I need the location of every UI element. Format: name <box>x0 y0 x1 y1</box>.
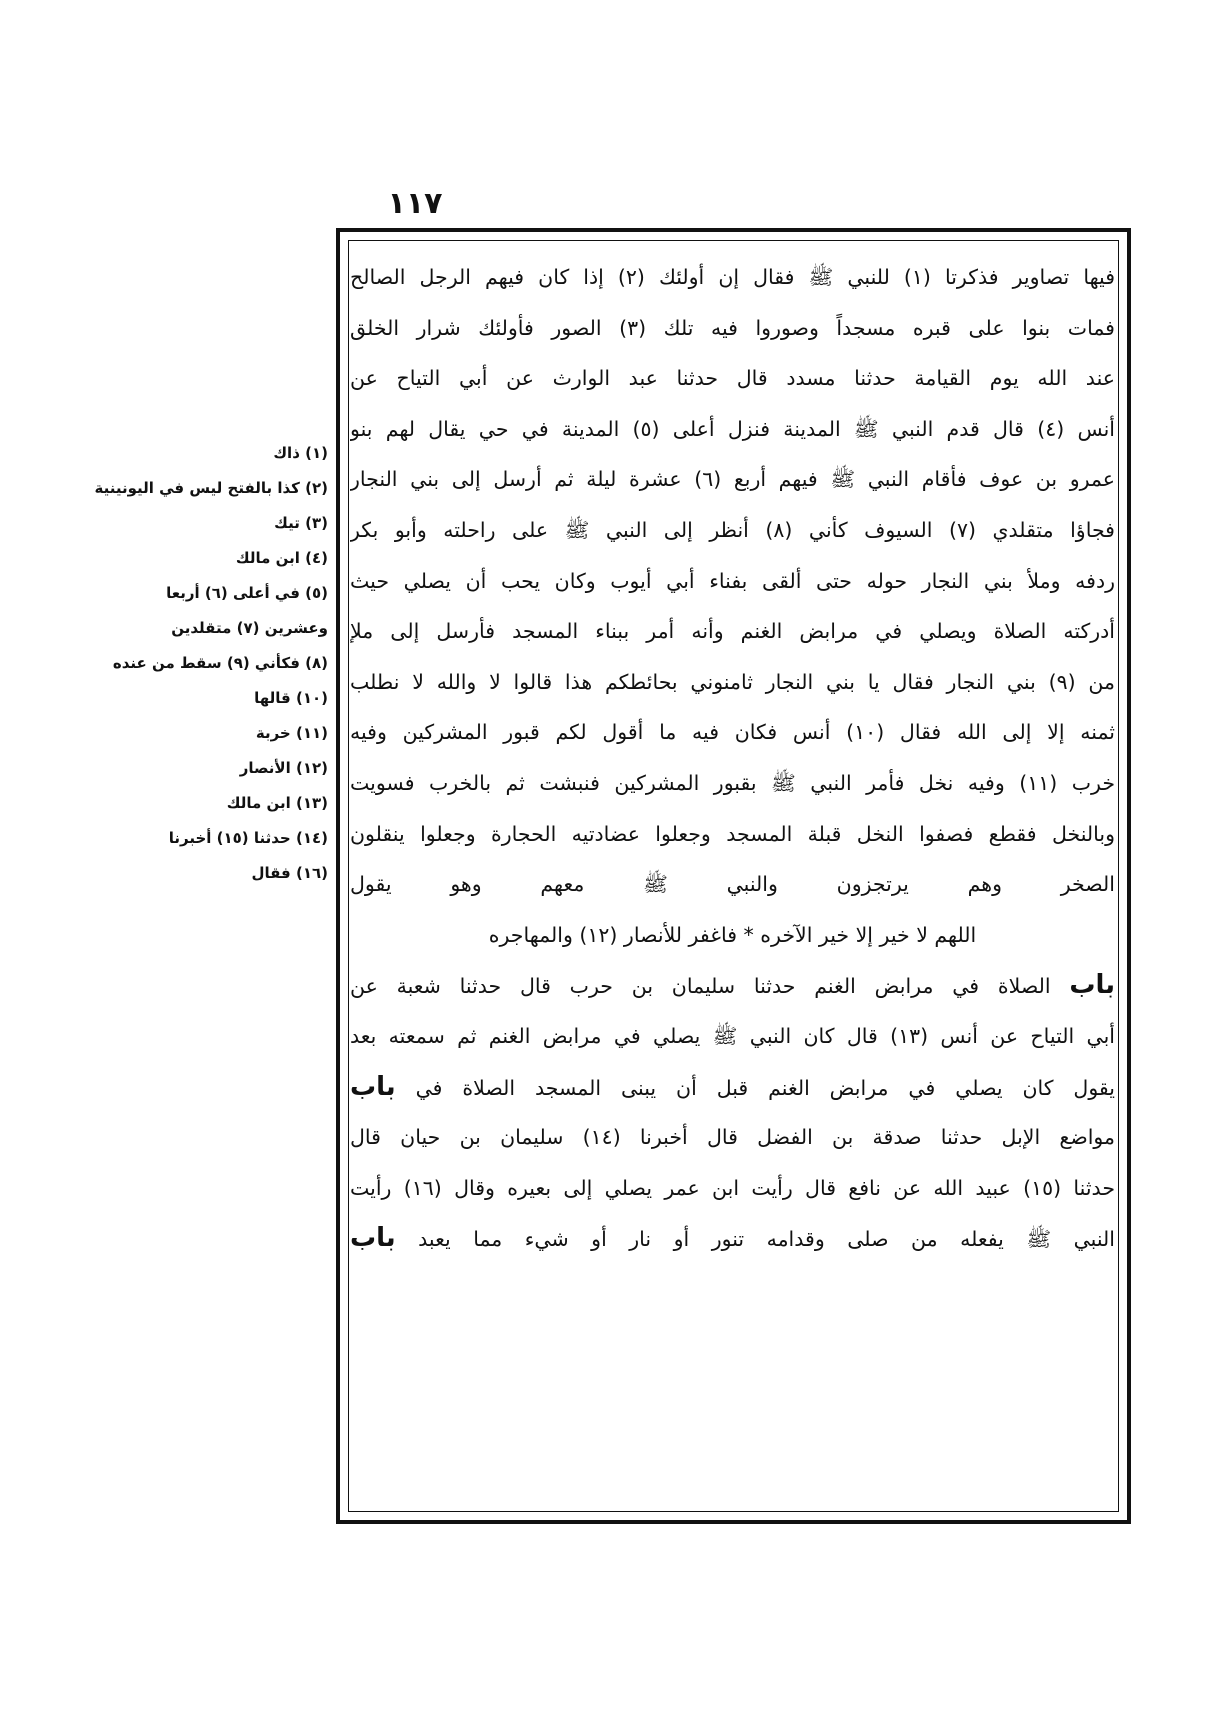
text-line-16: أبي التياح عن أنس (١٣) قال كان النبي ﷺ يصلي في مرابض الغنم ثم سمعته بعد <box>350 1023 1115 1048</box>
text-line-15 <box>350 960 1115 1011</box>
margin-note: (٤) ابن مالك <box>235 549 328 567</box>
margin-note: (٣) تيك <box>274 514 328 532</box>
text-line-17 <box>350 1062 1115 1113</box>
margin-note: (٨) فكأني (٩) سقط من عنده <box>112 654 328 672</box>
text-line-20 <box>350 1213 1115 1264</box>
text-line-2: فمات بنوا على قبره مسجداً وصوروا فيه تلك (٣) الصور فأولئك شرار الخلق <box>350 315 1115 340</box>
page-number: ١١٧ <box>387 186 443 221</box>
margin-note: (١٤) حدثنا (١٥) أخبرنا <box>168 829 328 847</box>
text-line-18: مواضع الإبل حدثنا صدقة بن الفضل قال أخبرنا (١٤) سليمان بن حيان قال <box>350 1125 1115 1150</box>
text-line-20-body: النبي ﷺ يفعله من صلى وقدامه تنور أو نار أو شيء مما يعبد <box>418 1227 1115 1252</box>
text-line-7: ردفه وملأ بني النجار حوله حتى ألقى بفناء أبي أيوب وكان يحب أن يصلي حيث <box>350 568 1115 593</box>
bab-heading-2: باب <box>350 1071 396 1102</box>
margin-note: (٢) كذا بالفتح ليس في اليونينية <box>94 479 328 497</box>
text-line-9: من (٩) بني النجار فقال يا بني النجار ثامنوني بحائطكم هذا قالوا لا والله لا نطلب <box>350 669 1115 694</box>
text-line-10: ثمنه إلا إلى الله فقال (١٠) أنس فكان فيه ما أقول لكم قبور المشركين وفيه <box>350 720 1115 745</box>
text-line-1: فيها تصاوير فذكرتا (١) للنبي ﷺ فقال إن أولئك (٢) إذا كان فيهم الرجل الصالح <box>350 265 1115 289</box>
margin-note: (٥) في أعلى (٦) أربعا <box>166 584 328 602</box>
margin-notes <box>94 440 328 895</box>
text-line-13: الصخر وهم يرتجزون والنبي ﷺ معهم وهو يقول <box>350 872 1115 897</box>
text-line-3: عند الله يوم القيامة حدثنا مسدد قال حدثنا عبد الوارث عن أبي التياح عن <box>350 366 1115 391</box>
text-line-5: عمرو بن عوف فأقام النبي ﷺ فيهم أربع (٦) عشرة ليلة ثم أرسل إلى بني النجار <box>350 467 1115 492</box>
text-line-4: أنس (٤) قال قدم النبي ﷺ المدينة فنزل أعلى (٥) المدينة في حي يقال لهم بنو <box>350 416 1115 441</box>
bab-heading: باب <box>1069 970 1115 1001</box>
main-text <box>350 252 1115 1264</box>
text-line-17-body: يقول كان يصلي في مرابض الغنم قبل أن يبنى المسجد الصلاة في <box>415 1075 1115 1100</box>
margin-note: (١٠) قالها <box>254 689 328 707</box>
text-line-15-body: الصلاة في مرابض الغنم حدثنا سليمان بن حرب قال حدثنا شعبة عن <box>350 974 1051 999</box>
bab-heading-3: باب <box>350 1223 396 1254</box>
text-line-12: وبالنخل فقطع فصفوا النخل قبلة المسجد وجعلوا عضادتيه الحجارة وجعلوا ينقلون <box>350 821 1115 846</box>
margin-note: (١١) خربة <box>255 724 328 742</box>
text-line-11: خرب (١١) وفيه نخل فأمر النبي ﷺ بقبور المشركين فنبشت ثم بالخرب فسويت <box>350 770 1115 795</box>
margin-note: (١٣) ابن مالك <box>226 794 328 812</box>
margin-note: (١) ذاك <box>273 444 328 462</box>
text-line-8: أدركته الصلاة ويصلي في مرابض الغنم وأنه أمر ببناء المسجد فأرسل إلى ملإ <box>350 619 1115 644</box>
verse-line: اللهم لا خير إلا خير الآخره * فاغفر للأنصار (١٢) والمهاجره <box>488 922 977 947</box>
margin-note: (١٦) فقال <box>251 864 328 882</box>
text-line-19: حدثنا (١٥) عبيد الله عن نافع قال رأيت ابن عمر يصلي إلى بعيره وقال (١٦) رأيت <box>350 1175 1115 1200</box>
margin-note: وعشرين (٧) متقلدين <box>171 619 328 637</box>
text-line-6: فجاؤا متقلدي (٧) السيوف كأني (٨) أنظر إلى النبي ﷺ على راحلته وأبو بكر <box>350 517 1115 542</box>
margin-note: (١٢) الأنصار <box>239 759 328 777</box>
